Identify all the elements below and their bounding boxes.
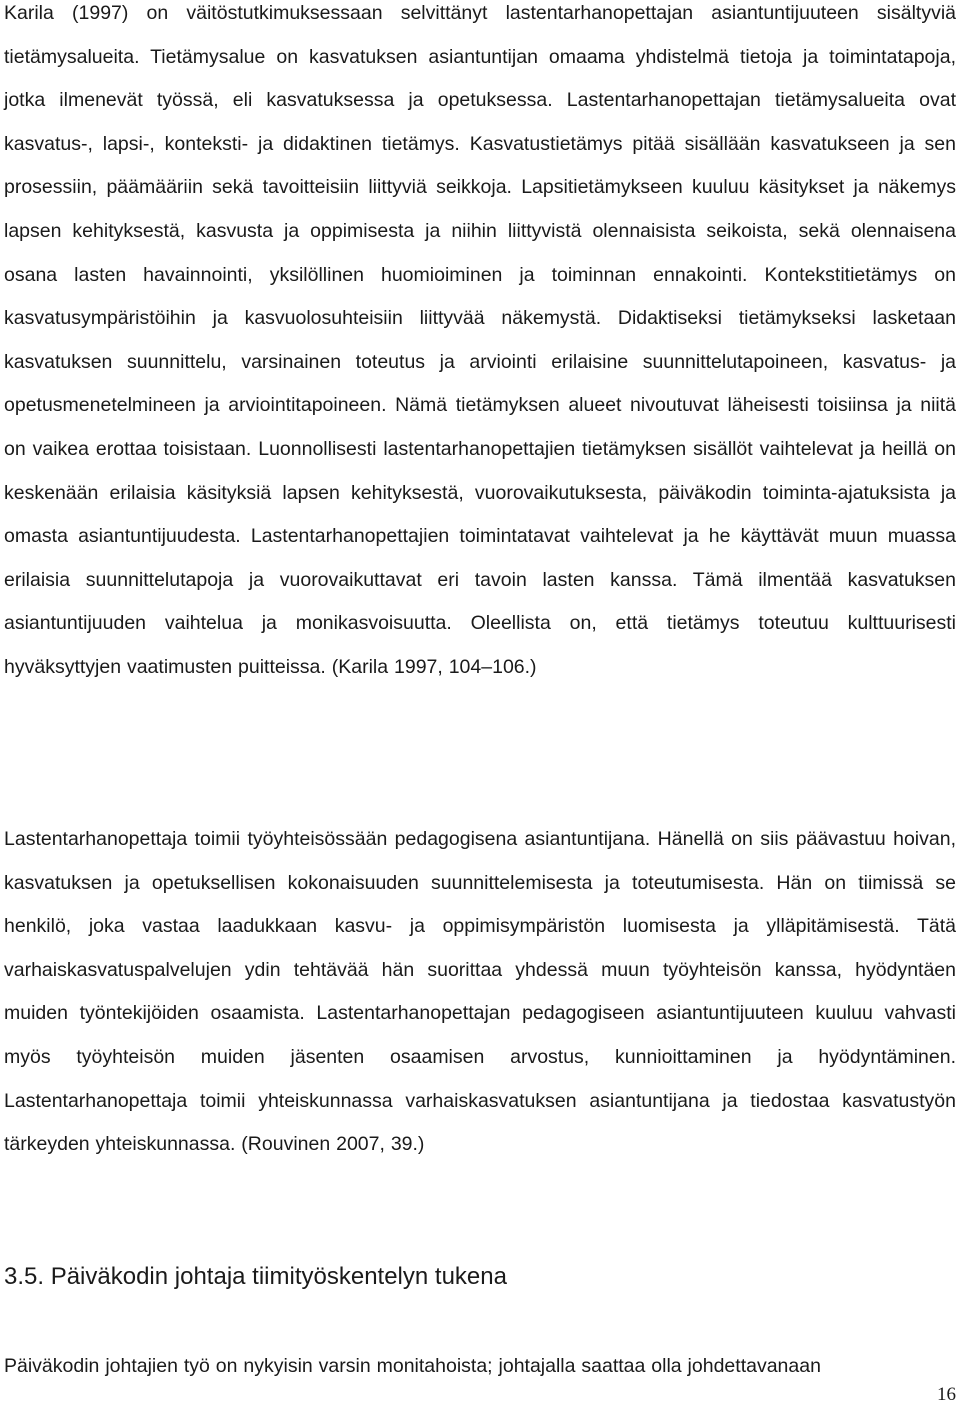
body-paragraph-karila: Karila (1997) on väitöstutkimuksessaan selvittänyt lastentarhanopettajan asiantuntijuuteen sisältyviä tietämysalueita. Tietämysalue on kasvatuksen asiantuntijan omaama yhdistelmä tietoja ja toimintatapoja, jotka ilmenevät työssä, eli kasvatuksessa ja opetuksessa. Lastentarhanopettajan tietämysalueita ovat kasvatus-, lapsi-, konteksti- ja didaktinen tietämys. Kasvatustietämys pitää sisällään kasvatukseen ja sen prosessiin, päämääriin sekä tavoitteisiin liittyviä seikkoja. Lapsitietämykseen kuuluu käsitykset ja näkemys lapsen kehityksestä, kasvusta ja oppimisesta ja niihin liittyvistä olennaisista seikoista, sekä olennaisena osana lasten havainnointi, yksilöllinen huomioiminen ja toiminnan ennakointi. Kontekstitietämys on kasvatusympäristöihin ja kasvuolosuhteisiin liittyvää näkemystä. Didaktiseksi tietämykseksi lasketaan kasvatuksen suunnittelu, varsinainen toteutus ja arviointi erilaisine suunnittelutapoineen, kasvatus- ja opetusmenetelmineen ja arviointitapoineen. Nämä tietämyksen alueet nivoutuvat läheisesti toisiinsa ja niitä on vaikea erottaa toisistaan. Luonnollisesti lastentarhanopettajien tietämyksen sisällöt vaihtelevat ja heillä on keskenään erilaisia käsityksiä lapsen kehityksestä, vuorovaikutuksesta, päiväkodin toiminta-ajatuksista ja omasta asiantuntijuudesta. Lastentarhanopettajien toimintatavat vaihtelevat ja he käyttävät muun muassa erilaisia suunnittelutapoja ja vuorovaikuttavat eri tavoin lasten kanssa. Tämä ilmentää kasvatuksen asiantuntijuuden vaihtelua ja monikasvoisuutta. Oleellista on, että tietämys toteutuu kulttuurisesti hyväksyttyjen vaatimusten puitteissa. (Karila 1997, 104–106.) [4,2,956,678]
body-paragraph-director: Päiväkodin johtajien työ on nykyisin varsin monitahoista; johtajalla saattaa olla johdettavanaan [4,1355,821,1377]
body-paragraph-pedagogical-expert: Lastentarhanopettaja toimii työyhteisössään pedagogisena asiantuntijana. Hänellä on siis päävastuu hoivan, kasvatuksen ja opetuksellisen kokonaisuuden suunnittelemisesta ja toteutumisesta. Hän on tiimissä se henkilö, joka vastaa laadukkaan kasvu- ja oppimisympäristön luomisesta ja ylläpitämisestä. Tätä varhaiskasvatuspalvelujen ydin tehtävää hän suorittaa yhdessä muun työyhteisön kanssa, hyödyntäen muiden työntekijöiden osaamista. Lastentarhanopettajan pedagogiseen asiantuntijuuteen kuuluu vahvasti myös työyhteisön muiden jäsenten osaamisen arvostus, kunnioittaminen ja hyödyntäminen. Lastentarhanopettaja toimii yhteiskunnassa varhaiskasvatuksen asiantuntijana ja tiedostaa kasvatustyön tärkeyden yhteiskunnassa. (Rouvinen 2007, 39.) [4,828,956,1156]
section-heading: 3.5. Päiväkodin johtaja tiimityöskentelyn tukena [4,1263,507,1290]
page-number: 16 [937,1384,956,1405]
